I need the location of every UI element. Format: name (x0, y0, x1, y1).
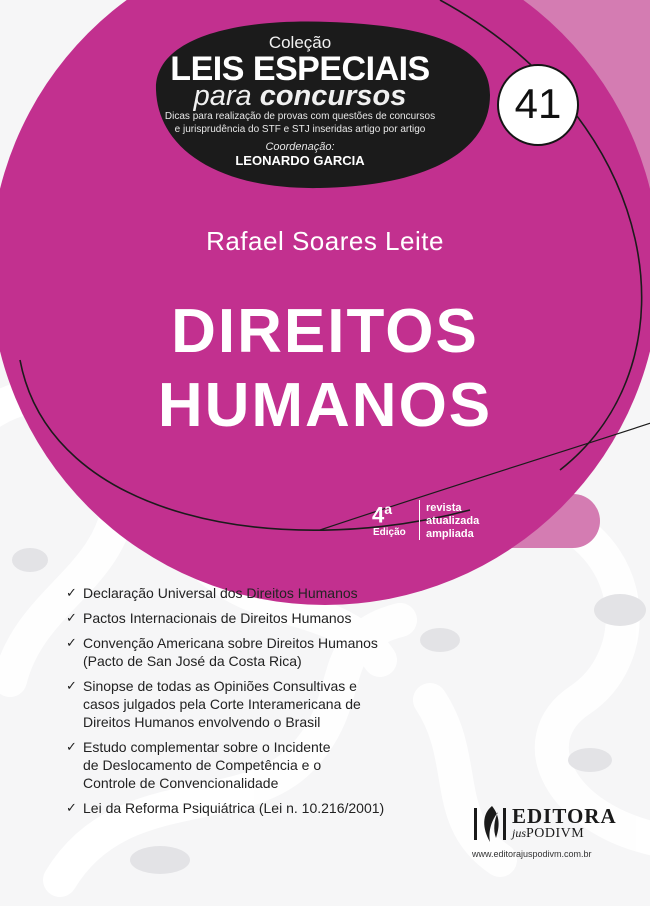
series-subtitle (150, 80, 450, 113)
series-subtitle-prefix: para (193, 80, 252, 112)
list-item-text (83, 634, 378, 670)
list-item-text (83, 677, 361, 731)
list-item (66, 609, 384, 627)
publisher-subname-prefix: jus (512, 826, 527, 840)
check-icon: ✓ (66, 678, 77, 693)
publisher-subname (512, 826, 584, 842)
list-item-line: casos julgados pela Corte Interamericana de (83, 696, 361, 712)
check-icon: ✓ (66, 800, 77, 815)
edition-note-revista: revista (426, 502, 462, 514)
list-item-text (83, 799, 384, 817)
publisher-logo-icon (472, 804, 508, 844)
series-subtitle-main: concursos (259, 80, 407, 112)
list-item (66, 634, 384, 670)
collection-label: Coleção (268, 33, 332, 52)
check-icon: ✓ (66, 585, 77, 600)
list-item-text (83, 609, 351, 627)
series-title: LEIS ESPECIAIS (170, 50, 430, 88)
publisher-url: www.editorajuspodivm.com.br (472, 849, 592, 859)
list-item-line: Direitos Humanos envolvendo o Brasil (83, 714, 321, 730)
list-item-line: Pactos Internacionais de Direitos Humanos (83, 610, 352, 626)
list-item (66, 799, 384, 817)
coordination-label: Coordenação: (265, 141, 335, 153)
check-icon: ✓ (66, 739, 77, 754)
list-item-line: Lei da Reforma Psiquiátrica (Lei n. 10.216/2001) (83, 800, 385, 816)
list-item-line: Controle de Convencionalidade (83, 775, 279, 791)
edition-number (372, 501, 392, 528)
book-title-line-1: DIREITOS (171, 297, 479, 366)
series-description-line-2: e jurisprudência do STF e STJ inseridas artigo por artigo (174, 124, 426, 135)
list-item-line: Declaração Universal dos Direitos Humanos (83, 585, 358, 601)
series-description-line-1: Dicas para realização de provas com questões de concursos (164, 111, 436, 122)
list-item-line: Estudo complementar sobre o Incidente (83, 739, 331, 755)
list-item-line: de Deslocamento de Competência e o (83, 757, 322, 773)
edition-label: Edição (373, 527, 406, 538)
publisher-name: EDITORA (512, 804, 617, 828)
check-icon: ✓ (66, 635, 77, 650)
volume-number: 41 (514, 80, 562, 127)
check-icon: ✓ (66, 610, 77, 625)
list-item (66, 738, 384, 792)
book-title-line-2: HUMANOS (157, 371, 493, 440)
list-item (66, 584, 384, 602)
edition-divider (419, 500, 420, 540)
publisher-subname-main: PODIVM (526, 826, 585, 841)
list-item-text (83, 738, 330, 792)
highlights-list (66, 584, 384, 824)
list-item-text (83, 584, 358, 602)
edition-note-atualizada: atualizada (426, 515, 480, 527)
list-item-line: (Pacto de San José da Costa Rica) (83, 653, 302, 669)
list-item-line: Convenção Americana sobre Direitos Humanos (83, 635, 378, 651)
list-item-line: Sinopse de todas as Opiniões Consultivas e (83, 678, 357, 694)
author-name: Rafael Soares Leite (206, 226, 444, 256)
coordinator-name: LEONARDO GARCIA (235, 153, 365, 168)
edition-note-ampliada: ampliada (426, 528, 474, 540)
edition-number-value: 4 (372, 502, 385, 528)
edition-superscript: a (384, 501, 393, 517)
list-item (66, 677, 384, 731)
